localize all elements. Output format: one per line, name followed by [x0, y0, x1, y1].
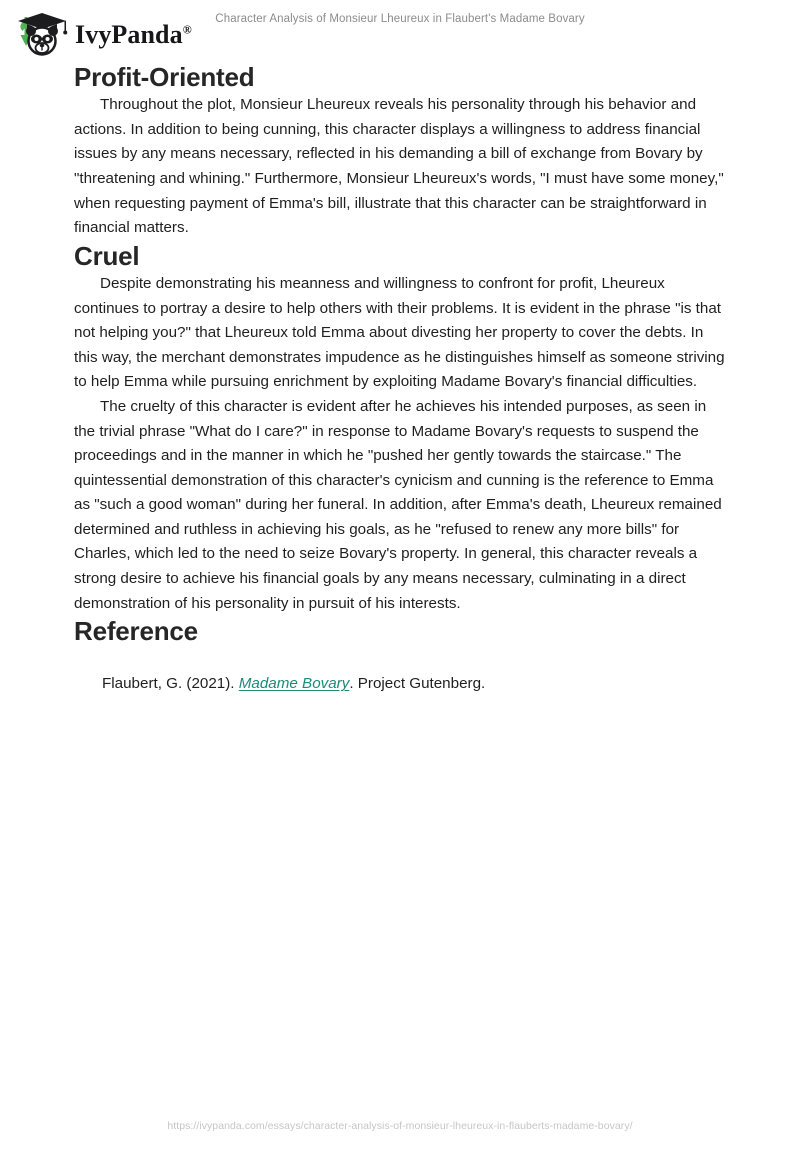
page-footer	[0, 1114, 800, 1160]
section-heading-cruel: Cruel	[74, 240, 140, 271]
paragraph-cruel-1: Despite demonstrating his meanness and willingness to confront for profit, Lheureux continues to portray a desire to help others with their problems. It is evident in the phrase "is that not helping you?" that Lheureux told Emma about divesting her property to cover the debts. In this way, the merchant demonstrates impudence as he distinguishes himself as someone striving to help Emma while pursuing enrichment by exploiting Madame Bovary's financial difficulties.	[74, 274, 725, 391]
brand-name-text: IvyPanda	[75, 20, 183, 49]
reference-author-year: Flaubert, G. (2021).	[102, 675, 239, 693]
section-heading-profit-oriented: Profit-Oriented	[74, 62, 255, 92]
reference-publisher: . Project Gutenberg.	[349, 675, 486, 693]
document-content	[74, 62, 726, 697]
footer-source-url: https://ivypanda.com/essays/character-analysis-of-monsieur-lheureux-in-flauberts-madame-bovary/	[167, 1120, 633, 1132]
paragraph-cruel-2: The cruelty of this character is evident after he achieves his intended purposes, as seen in the trivial phrase "What do I care?" in response to Madame Bovary's requests to suspend the proceedings and in the manner in which he "pushed her gently towards the staircase." The quintessential demonstration of this character's cynicism and cunning is the reference to Emma as "such a good woman" during her funeral. In addition, after Emma's death, Lheureux remained determined and ruthless in achieving his goals, as he "refused to renew any more bills" for Charles, which led to the need to seize Bovary's property. In general, this character reveals a strong desire to achieve his financial goals by any means necessary, culminating in a direct demonstration of his personality in pursuit of his interests.	[74, 397, 722, 612]
reference-title-link[interactable]: Madame Bovary	[238, 675, 350, 693]
document-title-header: Character Analysis of Monsieur Lheureux in Flaubert's Madame Bovary	[215, 13, 585, 25]
registered-mark: ®	[182, 22, 192, 37]
page-header	[0, 0, 800, 62]
reference-entry	[74, 672, 726, 697]
brand-name	[75, 22, 192, 48]
paragraph-profit-oriented-1: Throughout the plot, Monsieur Lheureux reveals his personality through his behavior and actions. In addition to being cunning, this character displays a willingness to address financial issues by any means necessary, reflected in his demanding a bill of exchange from Bovary by "threatening and whining." Furthermore, Monsieur Lheureux's words, "I must have some money," when requesting payment of Emma's bill, illustrate that this character can be straightforward in financial matters.	[74, 96, 724, 237]
section-heading-reference: Reference	[74, 616, 198, 647]
